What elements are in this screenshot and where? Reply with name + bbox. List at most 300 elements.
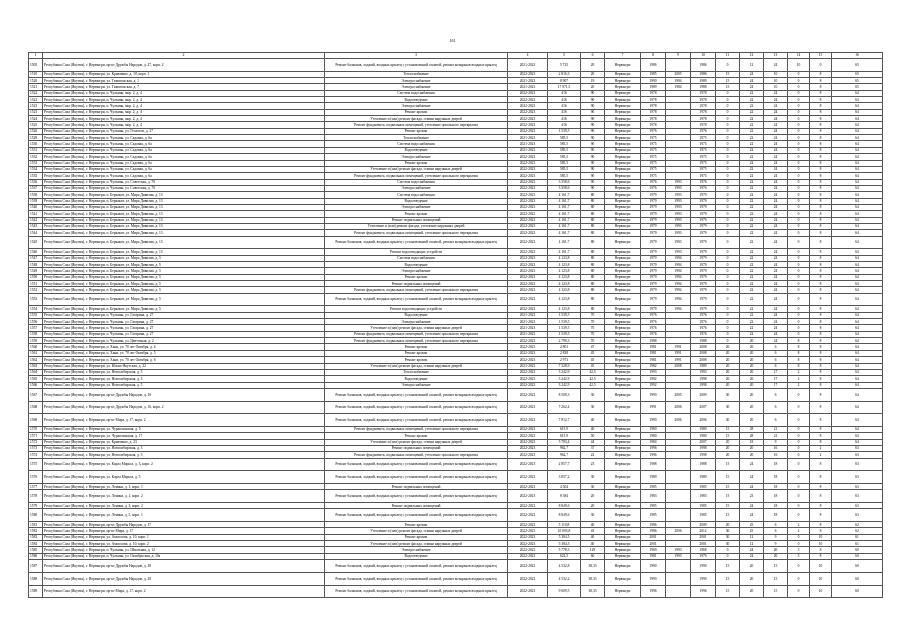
score-c-cell: 18 bbox=[764, 471, 788, 484]
year-repair-cell: 1984 bbox=[666, 84, 691, 90]
total-score-cell: 60 bbox=[832, 547, 883, 553]
row-number-cell: 1521 bbox=[29, 84, 43, 90]
score-a-cell: 15 bbox=[716, 484, 740, 490]
municipality-cell: Нерюнгри bbox=[605, 154, 641, 160]
period-cell: 2022-2023 bbox=[508, 509, 548, 522]
score-c-cell: 24 bbox=[764, 116, 788, 122]
score-c-cell: 24 bbox=[764, 173, 788, 179]
area-cell: 4 532,8 bbox=[548, 560, 581, 573]
year-built-cell: 1990 bbox=[641, 414, 666, 427]
total-score-cell: 63 bbox=[832, 503, 883, 509]
total-score-cell: 62 bbox=[832, 528, 883, 534]
row-number-cell: 1581 bbox=[29, 522, 43, 528]
score-d-cell: 0 bbox=[788, 198, 810, 204]
wear-cell: 90 bbox=[581, 185, 605, 191]
address-cell: Республика Саха (Якутия), г. Нерюнгри, п. Чульман, ул. Садовая, д. 6а bbox=[43, 135, 325, 141]
municipality-cell: Нерюнгри bbox=[605, 179, 641, 185]
work-type-cell: Ремонт кровли bbox=[325, 534, 508, 540]
row-number-cell: 1578 bbox=[29, 490, 43, 503]
work-type-cell: Ремонт балконов, лоджий, входных крылец с установленной оплатой, ремонт козырьков входных крылец bbox=[325, 585, 508, 598]
score-d-cell: 0 bbox=[788, 293, 810, 306]
score-a-cell: 0 bbox=[716, 59, 740, 72]
year-commission-cell: 1976 bbox=[691, 185, 716, 191]
total-score-cell: 64 bbox=[832, 154, 883, 160]
year-commission-cell: 1978 bbox=[691, 97, 716, 103]
score-d-cell: 0 bbox=[788, 325, 810, 331]
wear-cell: 20 bbox=[581, 503, 605, 509]
work-type-cell: Водоотведение bbox=[325, 262, 508, 268]
year-built-cell: 2001 bbox=[641, 541, 666, 547]
year-built-cell: 1985 bbox=[641, 509, 666, 522]
area-cell: 9 609,5 bbox=[548, 585, 581, 598]
area-cell: 4 123,8 bbox=[548, 293, 581, 306]
address-cell: Республика Саха (Якутия), г. Нерюнгри, ул. Ленина, д. 5, корп. 1 bbox=[43, 509, 325, 522]
score-e-cell: 8 bbox=[810, 376, 832, 382]
municipality-cell: Нерюнгри bbox=[605, 147, 641, 153]
municipality-cell: Нерюнгри bbox=[605, 484, 641, 490]
score-a-cell: 0 bbox=[716, 249, 740, 255]
year-built-cell: 1988 bbox=[641, 338, 666, 344]
wear-cell: 43 bbox=[581, 528, 605, 534]
row-number-cell: 1582 bbox=[29, 528, 43, 534]
score-b-cell: 22 bbox=[740, 281, 764, 287]
wear-cell: 20 bbox=[581, 71, 605, 77]
row-number-cell: 1562 bbox=[29, 357, 43, 363]
score-e-cell: 8 bbox=[810, 306, 832, 312]
score-d-cell: 0 bbox=[788, 331, 810, 337]
score-e-cell: 8 bbox=[810, 363, 832, 369]
wear-cell: 20 bbox=[581, 490, 605, 503]
table-row bbox=[29, 388, 883, 401]
area-cell: 8 384 bbox=[548, 490, 581, 503]
year-repair-cell bbox=[666, 59, 691, 72]
work-type-cell: Ремонт фундамента, подвальных помещений, утепление цокольного перекрытия bbox=[325, 230, 508, 236]
total-score-cell: 64 bbox=[832, 262, 883, 268]
area-cell: 3 358,6 bbox=[548, 179, 581, 185]
row-number-cell: 1559 bbox=[29, 338, 43, 344]
area-cell: 5 778,3 bbox=[548, 547, 581, 553]
period-cell: 2022-2023 bbox=[508, 154, 548, 160]
period-cell: 2022-2023 bbox=[508, 534, 548, 540]
municipality-cell: Нерюнгри bbox=[605, 306, 641, 312]
score-d-cell: 0 bbox=[788, 274, 810, 280]
score-a-cell: 0 bbox=[716, 179, 740, 185]
score-c-cell: 24 bbox=[764, 306, 788, 312]
row-number-cell: 1548 bbox=[29, 262, 43, 268]
score-e-cell: 0 bbox=[810, 59, 832, 72]
period-cell: 2022-2023 bbox=[508, 97, 548, 103]
address-cell: Республика Саха (Якутия), г. Нерюнгри, п. Чульман, ул. Садовая, д. 6а bbox=[43, 147, 325, 153]
address-cell: Республика Саха (Якутия), г. Нерюнгри, п. Чульман, мкр. 2, д. 4 bbox=[43, 116, 325, 122]
score-a-cell: 0 bbox=[716, 338, 740, 344]
score-b-cell: 20 bbox=[740, 452, 764, 458]
year-commission-cell: 1996 bbox=[691, 585, 716, 598]
period-cell: 2022-2023 bbox=[508, 452, 548, 458]
score-b-cell: 22 bbox=[740, 236, 764, 249]
score-b-cell: 22 bbox=[740, 198, 764, 204]
address-cell: Республика Саха (Якутия), г. Нерюнгри, п. Беркакит, ул. Мира Дивизии, д. 5 bbox=[43, 287, 325, 293]
score-b-cell: 20 bbox=[740, 382, 764, 388]
year-built-cell: 1986 bbox=[641, 59, 666, 72]
area-cell: 4 123,8 bbox=[548, 255, 581, 261]
row-number-cell: 1576 bbox=[29, 471, 43, 484]
score-e-cell: 8 bbox=[810, 128, 832, 134]
score-c-cell: 24 bbox=[764, 217, 788, 223]
wear-cell: 42,5 bbox=[581, 376, 605, 382]
score-e-cell: 8 bbox=[810, 230, 832, 236]
address-cell: Республика Саха (Якутия), г. Нерюнгри, п. Беркакит, ул. Мира Дивизии, д. 5 bbox=[43, 281, 325, 287]
score-b-cell: 24 bbox=[740, 71, 764, 77]
work-type-cell: Электроснабжение bbox=[325, 547, 508, 553]
year-built-cell: 1984 bbox=[641, 439, 666, 445]
score-d-cell: 0 bbox=[788, 262, 810, 268]
score-b-cell: 22 bbox=[740, 116, 764, 122]
score-a-cell: 0 bbox=[716, 553, 740, 559]
address-cell: Республика Саха (Якутия), г. Нерюнгри, ул. Аммосова, д. 10, корп. 1 bbox=[43, 534, 325, 540]
year-commission-cell: 1979 bbox=[691, 236, 716, 249]
work-type-cell: Ремонт балконов, лоджий, входных крылец с установленной оплатой, ремонт козырьков входных крылец bbox=[325, 490, 508, 503]
score-d-cell: 0 bbox=[788, 503, 810, 509]
wear-cell: 80 bbox=[581, 223, 605, 229]
work-type-cell: Ремонт фундамента, подвальных помещений, утепление цокольного перекрытия bbox=[325, 173, 508, 179]
period-cell: 2022-2023 bbox=[508, 572, 548, 585]
score-c-cell: 6 bbox=[764, 344, 788, 350]
year-commission-cell: 1975 bbox=[691, 160, 716, 166]
wear-cell: 90 bbox=[581, 147, 605, 153]
score-d-cell: 0 bbox=[788, 268, 810, 274]
total-score-cell: 64 bbox=[832, 255, 883, 261]
address-cell: Республика Саха (Якутия), г. Нерюнгри, п. Беркакит, ул. Мира Дивизии, д. 13 bbox=[43, 192, 325, 198]
score-e-cell: 8 bbox=[810, 287, 832, 293]
score-b-cell: 22 bbox=[740, 223, 764, 229]
year-commission-cell: 1976 bbox=[691, 128, 716, 134]
score-a-cell: 30 bbox=[716, 541, 740, 547]
address-cell: Республика Саха (Якутия), г. Нерюнгри, п. Хани, ул. 70 лет Октября, д. 4 bbox=[43, 344, 325, 350]
year-commission-cell: 2007 bbox=[691, 401, 716, 414]
score-e-cell: 8 bbox=[810, 90, 832, 96]
total-score-cell: 64 bbox=[832, 306, 883, 312]
year-repair-cell: 1993 bbox=[666, 223, 691, 229]
score-a-cell: 20 bbox=[716, 439, 740, 445]
year-repair-cell bbox=[666, 509, 691, 522]
score-a-cell: 15 bbox=[716, 458, 740, 471]
total-score-cell: 64 bbox=[832, 192, 883, 198]
area-cell: 8 849,6 bbox=[548, 509, 581, 522]
score-b-cell: 20 bbox=[740, 363, 764, 369]
period-cell: 2022-2023 bbox=[508, 249, 548, 255]
address-cell: Республика Саха (Якутия), г. Нерюнгри, ул. Новосибирская, д. 5 bbox=[43, 369, 325, 375]
year-commission-cell: 1986 bbox=[691, 59, 716, 72]
row-number-cell: 1554 bbox=[29, 306, 43, 312]
address-cell: Республика Саха (Якутия), г. Нерюнгри, ул. Карла Маркса, д. 5 bbox=[43, 471, 325, 484]
address-cell: Республика Саха (Якутия), г. Нерюнгри, ул. Южно-Якутская, д. 22 bbox=[43, 363, 325, 369]
table-row bbox=[29, 414, 883, 427]
total-score-cell: 64 bbox=[832, 90, 883, 96]
area-cell: 8 849,6 bbox=[548, 503, 581, 509]
score-d-cell: 2 bbox=[788, 522, 810, 528]
wear-cell: 80 bbox=[581, 236, 605, 249]
score-e-cell: 8 bbox=[810, 350, 832, 356]
year-built-cell: 1986 bbox=[641, 528, 666, 534]
municipality-cell: Нерюнгри bbox=[605, 376, 641, 382]
total-score-cell: 64 bbox=[832, 388, 883, 401]
score-a-cell: 0 bbox=[716, 306, 740, 312]
header-cell-5: 5 bbox=[548, 53, 581, 59]
municipality-cell: Нерюнгри bbox=[605, 369, 641, 375]
year-built-cell: 1979 bbox=[641, 217, 666, 223]
row-number-cell: 1549 bbox=[29, 268, 43, 274]
score-d-cell: 0 bbox=[788, 84, 810, 90]
year-built-cell: 1979 bbox=[641, 204, 666, 210]
score-a-cell: 20 bbox=[716, 376, 740, 382]
score-e-cell: 8 bbox=[810, 103, 832, 109]
header-cell-15: 15 bbox=[810, 53, 832, 59]
area-cell: 615,9 bbox=[548, 433, 581, 439]
year-commission-cell: 1983 bbox=[691, 490, 716, 503]
score-d-cell: 0 bbox=[788, 312, 810, 318]
score-e-cell: 10 bbox=[810, 560, 832, 573]
score-e-cell: 8 bbox=[810, 204, 832, 210]
total-score-cell: 60 bbox=[832, 572, 883, 585]
score-b-cell: 22 bbox=[740, 293, 764, 306]
year-commission-cell: 1978 bbox=[691, 116, 716, 122]
year-built-cell: 1976 bbox=[641, 179, 666, 185]
row-number-cell: 1523 bbox=[29, 103, 43, 109]
period-cell: 2022-2023 bbox=[508, 236, 548, 249]
score-d-cell: 8 bbox=[788, 357, 810, 363]
period-cell: 2021-2023 bbox=[508, 331, 548, 337]
score-a-cell: 0 bbox=[716, 185, 740, 191]
score-d-cell: 8 bbox=[788, 350, 810, 356]
score-a-cell: 20 bbox=[716, 452, 740, 458]
address-cell: Республика Саха (Якутия), г. Нерюнгри, п. Чульман, ул. Советская, д. 70 bbox=[43, 185, 325, 191]
row-number-cell: 1534 bbox=[29, 166, 43, 172]
municipality-cell: Нерюнгри bbox=[605, 382, 641, 388]
row-number-cell: 1530 bbox=[29, 141, 43, 147]
row-number-cell: 1535 bbox=[29, 173, 43, 179]
wear-cell: 20 bbox=[581, 84, 605, 90]
year-built-cell: 1979 bbox=[641, 255, 666, 261]
score-c-cell: 24 bbox=[764, 211, 788, 217]
score-a-cell: 20 bbox=[716, 445, 740, 451]
score-e-cell: 8 bbox=[810, 503, 832, 509]
score-b-cell: 22 bbox=[740, 103, 764, 109]
wear-cell: 129 bbox=[581, 547, 605, 553]
period-cell: 2021-2023 bbox=[508, 141, 548, 147]
wear-cell: 70 bbox=[581, 312, 605, 318]
year-built-cell: 1976 bbox=[641, 128, 666, 134]
year-commission-cell: 1993 bbox=[691, 369, 716, 375]
score-c-cell: 24 bbox=[764, 141, 788, 147]
row-number-cell: 1566 bbox=[29, 382, 43, 388]
row-number-cell: 1539 bbox=[29, 198, 43, 204]
year-built-cell: 1978 bbox=[641, 97, 666, 103]
year-commission-cell: 1975 bbox=[691, 166, 716, 172]
municipality-cell: Нерюнгри bbox=[605, 344, 641, 350]
year-commission-cell: 1979 bbox=[691, 192, 716, 198]
work-type-cell: Электроснабжение bbox=[325, 78, 508, 84]
score-a-cell: 0 bbox=[716, 319, 740, 325]
score-d-cell: 0 bbox=[788, 452, 810, 458]
total-score-cell: 65 bbox=[832, 78, 883, 84]
header-cell-1: 1 bbox=[29, 53, 43, 59]
row-number-cell: 1586 bbox=[29, 553, 43, 559]
area-cell: 416 bbox=[548, 90, 581, 96]
score-c-cell: 24 bbox=[764, 198, 788, 204]
wear-cell: 45 bbox=[581, 363, 605, 369]
total-score-cell: 64 bbox=[832, 274, 883, 280]
score-a-cell: 15 bbox=[716, 433, 740, 439]
wear-cell: 90 bbox=[581, 135, 605, 141]
municipality-cell: Нерюнгри bbox=[605, 331, 641, 337]
year-repair-cell: 1994 bbox=[666, 287, 691, 293]
score-b-cell: 12 bbox=[740, 541, 764, 547]
year-commission-cell: 1979 bbox=[691, 306, 716, 312]
work-type-cell: Электроснабжение bbox=[325, 319, 508, 325]
wear-cell: 40 bbox=[581, 522, 605, 528]
total-score-cell: 64 bbox=[832, 147, 883, 153]
area-cell: 7 812,7 bbox=[548, 414, 581, 427]
work-type-cell: Ремонт балконов, лоджий, входных крылец с установленной оплатой, ремонт козырьков входных крылец bbox=[325, 401, 508, 414]
total-score-cell: 64 bbox=[832, 439, 883, 445]
work-type-cell: Водоотведение bbox=[325, 198, 508, 204]
address-cell: Республика Саха (Якутия), г. Нерюнгри, п. Беркакит, ул. Мира Дивизии, д. 13 bbox=[43, 249, 325, 255]
period-cell: 2022-2023 bbox=[508, 223, 548, 229]
work-type-cell: Водоотведение bbox=[325, 97, 508, 103]
score-d-cell: 2 bbox=[788, 528, 810, 534]
address-cell: Республика Саха (Якутия), г. Нерюнгри, пр-кт Дружбы Народов, д. 16 bbox=[43, 388, 325, 401]
wear-cell: 30 bbox=[581, 509, 605, 522]
year-built-cell: 1988 bbox=[641, 458, 666, 471]
area-cell: 615,9 bbox=[548, 426, 581, 432]
score-c-cell: 16 bbox=[764, 452, 788, 458]
period-cell: 2022-2023 bbox=[508, 490, 548, 503]
year-commission-cell: 1979 bbox=[691, 281, 716, 287]
score-c-cell: 24 bbox=[764, 160, 788, 166]
wear-cell: 44 bbox=[581, 439, 605, 445]
year-commission-cell: 1985 bbox=[691, 484, 716, 490]
year-built-cell: 1975 bbox=[641, 173, 666, 179]
period-cell: 2022-2023 bbox=[508, 128, 548, 134]
period-cell: 2022-2023 bbox=[508, 484, 548, 490]
score-c-cell: 24 bbox=[764, 230, 788, 236]
period-cell: 2022-2023 bbox=[508, 376, 548, 382]
year-commission-cell: 1990 bbox=[691, 560, 716, 573]
year-built-cell: 1979 bbox=[641, 293, 666, 306]
score-d-cell: 0 bbox=[788, 401, 810, 414]
municipality-cell: Нерюнгри bbox=[605, 452, 641, 458]
area-cell: 10 003,8 bbox=[548, 528, 581, 534]
year-repair-cell: 1994 bbox=[666, 293, 691, 306]
work-type-cell: Теплоснабжение bbox=[325, 369, 508, 375]
row-number-cell: 1520 bbox=[29, 78, 43, 84]
score-a-cell: 20 bbox=[716, 350, 740, 356]
area-cell: 7 328,9 bbox=[548, 363, 581, 369]
address-cell: Республика Саха (Якутия), г. Нерюнгри, пр-кт Мира, д. 17, корп. 2 bbox=[43, 414, 325, 427]
year-commission-cell: 1979 bbox=[691, 249, 716, 255]
address-cell: Республика Саха (Якутия), г. Нерюнгри, п. Чульман, ул. Садовая, д. 6а bbox=[43, 160, 325, 166]
area-cell: 5 783,4 bbox=[548, 439, 581, 445]
table-row bbox=[29, 490, 883, 503]
row-number-cell: 1577 bbox=[29, 484, 43, 490]
wear-cell: 70 bbox=[581, 338, 605, 344]
work-type-cell: Ремонт балконов, лоджий, входных крылец с установленной оплатой, ремонт козырьков входных крылец bbox=[325, 388, 508, 401]
score-a-cell: 0 bbox=[716, 236, 740, 249]
address-cell: Республика Саха (Якутия), г. Нерюнгри, ул. Новосибирская, д. 5 bbox=[43, 382, 325, 388]
score-b-cell: 22 bbox=[740, 160, 764, 166]
score-e-cell: 10 bbox=[810, 585, 832, 598]
year-commission-cell: 1979 bbox=[691, 223, 716, 229]
address-cell: Республика Саха (Якутия), г. Нерюнгри, ул. Новосибирская, д. 5 bbox=[43, 376, 325, 382]
year-commission-cell: 1986 bbox=[691, 71, 716, 77]
work-type-cell: Ремонт балконов, лоджий, входных крылец с установленной оплатой, ремонт козырьков входных крылец bbox=[325, 59, 508, 72]
year-built-cell: 1979 bbox=[641, 287, 666, 293]
address-cell: Республика Саха (Якутия), г. Нерюнгри, п. Чульман, ул. Цветочная, д. 2 bbox=[43, 338, 325, 344]
score-e-cell: 8 bbox=[810, 338, 832, 344]
period-cell: 2021-2023 bbox=[508, 84, 548, 90]
score-d-cell: 0 bbox=[788, 217, 810, 223]
year-commission-cell: 1979 bbox=[691, 287, 716, 293]
year-built-cell: 1986 bbox=[641, 522, 666, 528]
score-d-cell: 0 bbox=[788, 287, 810, 293]
year-built-cell: 1983 bbox=[641, 490, 666, 503]
work-type-cell: Ремонт подвальных помещений bbox=[325, 445, 508, 451]
wear-cell: 90 bbox=[581, 128, 605, 134]
score-b-cell: 24 bbox=[740, 553, 764, 559]
total-score-cell: 64 bbox=[832, 268, 883, 274]
work-type-cell: Система водоснабжения bbox=[325, 179, 508, 185]
work-type-cell: Система водоснабжения bbox=[325, 90, 508, 96]
score-a-cell: 0 bbox=[716, 135, 740, 141]
area-cell: 416 bbox=[548, 109, 581, 115]
score-c-cell: 24 bbox=[764, 179, 788, 185]
score-b-cell: 22 bbox=[740, 141, 764, 147]
score-c-cell: 21 bbox=[764, 433, 788, 439]
row-number-cell: 1557 bbox=[29, 325, 43, 331]
row-number-cell: 1550 bbox=[29, 274, 43, 280]
wear-cell: 90 bbox=[581, 109, 605, 115]
wear-cell: 37 bbox=[581, 445, 605, 451]
year-commission-cell: 2009 bbox=[691, 522, 716, 528]
year-built-cell: 1992 bbox=[641, 382, 666, 388]
score-c-cell: 10 bbox=[764, 71, 788, 77]
year-built-cell: 1982 bbox=[641, 363, 666, 369]
score-b-cell: 22 bbox=[740, 230, 764, 236]
header-cell-9: 9 bbox=[666, 53, 691, 59]
year-repair-cell bbox=[666, 458, 691, 471]
score-c-cell: 24 bbox=[764, 135, 788, 141]
municipality-cell: Нерюнгри bbox=[605, 439, 641, 445]
period-cell: 2022-2023 bbox=[508, 116, 548, 122]
year-built-cell: 1978 bbox=[641, 122, 666, 128]
municipality-cell: Нерюнгри bbox=[605, 281, 641, 287]
year-repair-cell: 1994 bbox=[666, 268, 691, 274]
area-cell: 5 725 bbox=[548, 59, 581, 72]
municipality-cell: Нерюнгри bbox=[605, 338, 641, 344]
year-built-cell: 1985 bbox=[641, 71, 666, 77]
address-cell: Республика Саха (Якутия), г. Нерюнгри, п. Беркакит, ул. Мира Дивизии, д. 13 bbox=[43, 236, 325, 249]
year-built-cell: 1996 bbox=[641, 585, 666, 598]
municipality-cell: Нерюнгри bbox=[605, 249, 641, 255]
year-built-cell: 1979 bbox=[641, 274, 666, 280]
year-repair-cell: 1993 bbox=[666, 249, 691, 255]
score-b-cell: 22 bbox=[740, 274, 764, 280]
period-cell: 2022-2023 bbox=[508, 426, 548, 432]
score-e-cell: 8 bbox=[810, 78, 832, 84]
address-cell: Республика Саха (Якутия), г. Нерюнгри, пр-кт Дружбы Народов, д. 27, корп. 2 bbox=[43, 59, 325, 72]
year-built-cell: 1989 bbox=[641, 84, 666, 90]
year-built-cell: 1996 bbox=[641, 445, 666, 451]
